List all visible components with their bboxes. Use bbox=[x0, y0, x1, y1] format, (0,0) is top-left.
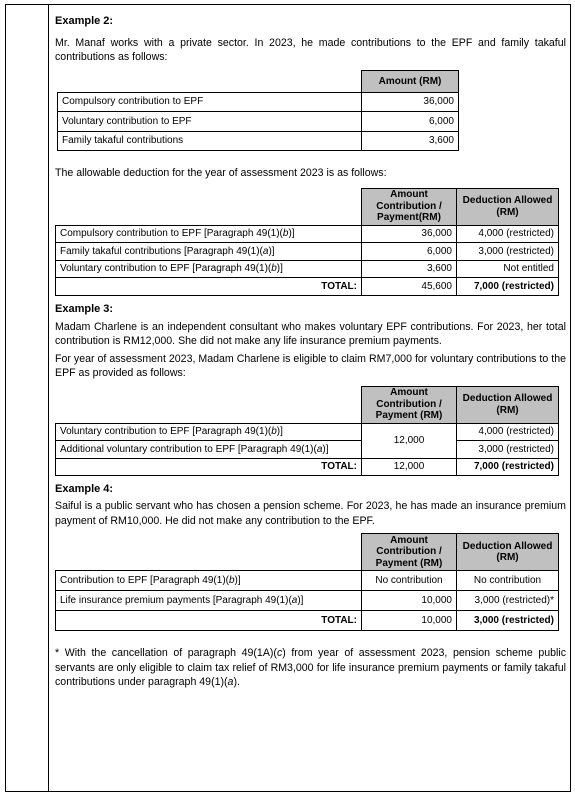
row-label: Contribution to EPF [Paragraph 49(1)(b)] bbox=[56, 571, 362, 591]
merged-amount: 12,000 bbox=[362, 423, 457, 458]
example3-para2: For year of assessment 2023, Madam Charlene is eligible to claim RM7,000 for voluntary contributions to the EPF as provided as follows: bbox=[55, 352, 566, 380]
row-deduction: Not entitled bbox=[457, 260, 559, 278]
row-label: Family takaful contributions bbox=[58, 131, 362, 151]
example2-deduction-table bbox=[55, 188, 559, 296]
total-amount: 10,000 bbox=[362, 611, 457, 631]
left-margin-column bbox=[6, 5, 49, 791]
row-deduction: 3,000 (restricted) bbox=[457, 243, 559, 261]
row-label: Family takaful contributions [Paragraph 49(1)(a)] bbox=[56, 243, 362, 261]
row-deduction: 3,000 (restricted) bbox=[457, 441, 559, 459]
table-row bbox=[58, 112, 459, 132]
row-label: Additional voluntary contribution to EPF [Paragraph 49(1)(a)] bbox=[56, 441, 362, 459]
row-deduction: 3,000 (restricted)* bbox=[457, 591, 559, 611]
example4-heading: Example 4: bbox=[55, 483, 114, 496]
row-amount: 6,000 bbox=[362, 243, 457, 261]
total-deduction: 3,000 (restricted) bbox=[457, 611, 559, 631]
total-deduction: 7,000 (restricted) bbox=[457, 458, 559, 476]
row-amount: 36,000 bbox=[362, 225, 457, 243]
example2-amount-table bbox=[57, 70, 459, 152]
amount-header: Amount (RM) bbox=[362, 70, 459, 92]
row-amount: 10,000 bbox=[362, 591, 457, 611]
total-deduction: 7,000 (restricted) bbox=[457, 278, 559, 296]
table-row bbox=[56, 591, 559, 611]
amount-contribution-header: Amount Contribution / Payment (RM) bbox=[362, 534, 457, 571]
row-amount: 3,600 bbox=[362, 260, 457, 278]
total-row bbox=[56, 458, 559, 476]
table-row bbox=[56, 423, 559, 441]
table-row bbox=[56, 243, 559, 261]
table-row bbox=[56, 441, 559, 459]
row-deduction: 4,000 (restricted) bbox=[457, 423, 559, 441]
row-amount: 3,600 bbox=[362, 131, 459, 151]
table-row bbox=[56, 571, 559, 591]
example2-intro: Mr. Manaf works with a private sector. In 2023, he made contributions to the EPF and family takaful contributions as follows: bbox=[55, 36, 566, 64]
total-label: TOTAL: bbox=[56, 611, 362, 631]
amount-contribution-header: Amount Contribution / Payment (RM) bbox=[362, 386, 457, 423]
table-row bbox=[56, 225, 559, 243]
table-row bbox=[58, 92, 459, 112]
content-area bbox=[55, 14, 566, 689]
row-label: Voluntary contribution to EPF [Paragraph 49(1)(b)] bbox=[56, 260, 362, 278]
row-label: Voluntary contribution to EPF bbox=[58, 112, 362, 132]
row-label: Life insurance premium payments [Paragraph 49(1)(a)] bbox=[56, 591, 362, 611]
footnote: * With the cancellation of paragraph 49(1A)(c) from year of assessment 2023, pension scheme public servants are only eligible to claim tax relief of RM3,000 for life insurance premium payments or family takaful contributions under paragraph 49(1)(a). bbox=[55, 647, 566, 688]
total-row bbox=[56, 278, 559, 296]
total-amount: 12,000 bbox=[362, 458, 457, 476]
row-label: Compulsory contribution to EPF bbox=[58, 92, 362, 112]
example3-table bbox=[55, 386, 559, 477]
total-label: TOTAL: bbox=[56, 458, 362, 476]
example2-allowable-intro: The allowable deduction for the year of assessment 2023 is as follows: bbox=[55, 167, 387, 180]
amount-contribution-header: Amount Contribution / Payment(RM) bbox=[362, 188, 457, 225]
row-amount: 6,000 bbox=[362, 112, 459, 132]
deduction-allowed-header: Deduction Allowed (RM) bbox=[457, 534, 559, 571]
table-row bbox=[58, 131, 459, 151]
deduction-allowed-header: Deduction Allowed (RM) bbox=[457, 386, 559, 423]
example3-heading: Example 3: bbox=[55, 303, 114, 316]
row-label: Compulsory contribution to EPF [Paragraph 49(1)(b)] bbox=[56, 225, 362, 243]
page-frame bbox=[5, 4, 571, 792]
row-amount: 36,000 bbox=[362, 92, 459, 112]
row-label: Voluntary contribution to EPF [Paragraph 49(1)(b)] bbox=[56, 423, 362, 441]
row-amount: No contribution bbox=[362, 571, 457, 591]
example4-para: Saiful is a public servant who has chosen a pension scheme. For 2023, he has made an insurance premium payment of RM10,000. He did not make any contribution to the EPF. bbox=[55, 500, 566, 527]
row-deduction: No contribution bbox=[457, 571, 559, 591]
example3-para1: Madam Charlene is an independent consultant who makes voluntary EPF contributions. For 2023, her total contribution is RM12,000. She did not make any life insurance premium payments. bbox=[55, 321, 566, 348]
example4-table bbox=[55, 533, 559, 631]
table-row bbox=[56, 260, 559, 278]
total-row bbox=[56, 611, 559, 631]
deduction-allowed-header: Deduction Allowed (RM) bbox=[457, 188, 559, 225]
row-deduction: 4,000 (restricted) bbox=[457, 225, 559, 243]
total-label: TOTAL: bbox=[56, 278, 362, 296]
total-amount: 45,600 bbox=[362, 278, 457, 296]
example2-heading: Example 2: bbox=[55, 15, 114, 27]
